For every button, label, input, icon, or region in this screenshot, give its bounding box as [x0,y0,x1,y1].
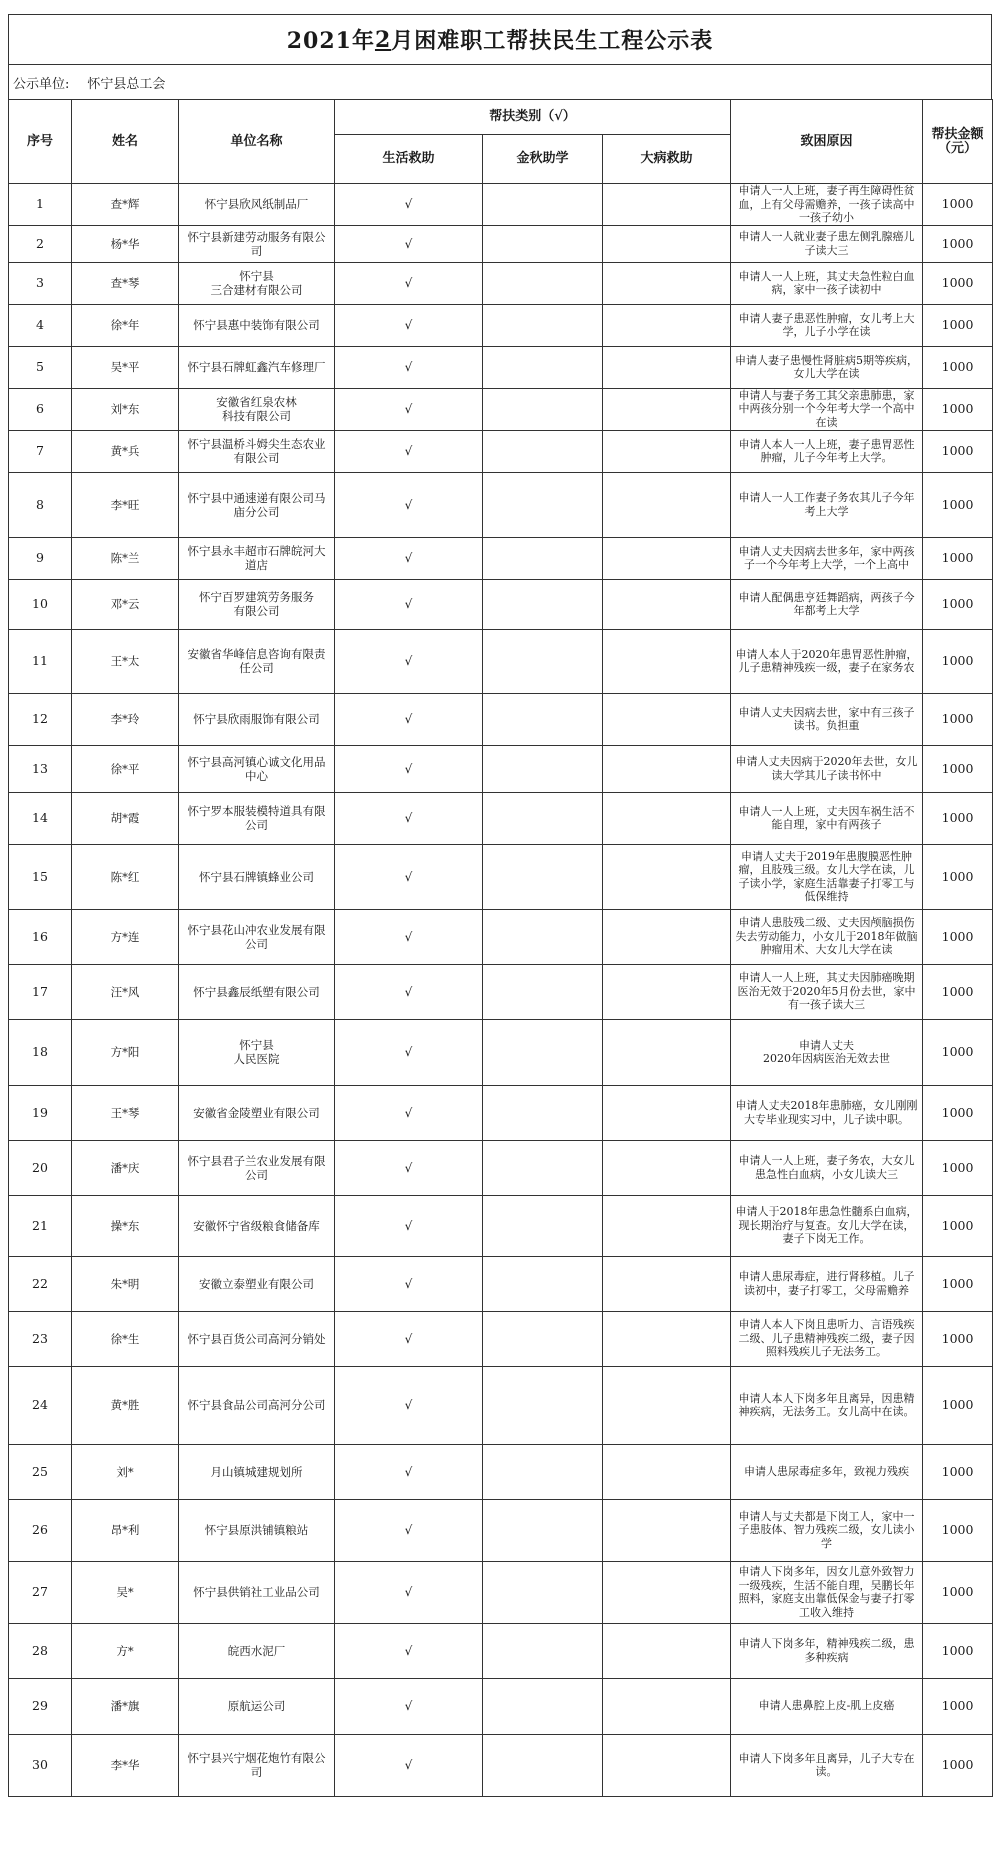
table-row [9,472,993,537]
cell-life: √ [335,304,483,346]
cell-amount: 1000 [923,693,993,745]
cell-ill [603,1734,731,1796]
cell-edu [483,579,603,629]
cell-reason: 申请人一人上班，妻子再生障碍性贫血，上有父母需赡养，一孩子读高中一孩子幼小 [731,184,923,226]
cell-reason: 申请人下岗多年，精神残疾二级，患多种疾病 [731,1623,923,1678]
cell-no: 26 [9,1499,72,1561]
cell-name: 李*华 [72,1734,179,1796]
table-row [9,1019,993,1085]
cell-edu [483,1311,603,1366]
cell-edu [483,304,603,346]
cell-name: 陈*兰 [72,537,179,579]
cell-reason: 申请人配偶患亨廷舞蹈病，两孩子今年都考上大学 [731,579,923,629]
cell-ill [603,1085,731,1140]
cell-no: 6 [9,388,72,430]
cell-reason: 申请人一人就业妻子患左侧乳腺癌儿子读大三 [731,225,923,262]
cell-ill [603,225,731,262]
cell-org: 安徽省华峰信息咨询有限责任公司 [179,629,335,693]
title-month: 2 [374,26,392,53]
cell-life: √ [335,346,483,388]
table-row [9,537,993,579]
cell-org: 怀宁县新建劳动服务有限公司 [179,225,335,262]
cell-ill [603,1623,731,1678]
table-row [9,579,993,629]
cell-no: 10 [9,579,72,629]
cell-reason: 申请人于2018年患急性髓系白血病，现长期治疗与复查。女儿大学在读，妻子下岗无工作。 [731,1195,923,1256]
cell-ill [603,1256,731,1311]
cell-ill [603,1366,731,1444]
cell-name: 查*辉 [72,184,179,226]
cell-ill [603,1195,731,1256]
table-row [9,745,993,792]
cell-reason: 申请人丈夫因病于2020年去世，女儿读大学其儿子读书怀中 [731,745,923,792]
cell-ill [603,1678,731,1734]
cell-reason: 申请人一人上班，其丈夫因肺癌晚期医治无效于2020年5月份去世，家中有一孩子读大三 [731,964,923,1019]
cell-amount: 1000 [923,1311,993,1366]
cell-no: 19 [9,1085,72,1140]
table-row [9,1623,993,1678]
cell-amount: 1000 [923,346,993,388]
cell-reason: 申请人本人下岗多年且离异，因患精神疾病，无法务工。女儿高中在读。 [731,1366,923,1444]
table-row [9,792,993,844]
cell-edu [483,225,603,262]
cell-org: 怀宁县永丰超市石牌皖河大道店 [179,537,335,579]
cell-name: 操*东 [72,1195,179,1256]
cell-reason: 申请人下岗多年，因女儿意外致智力一级残疾，生活不能自理，吴鹏长年照料，家庭支出靠低保金与妻子打零工收入维持 [731,1561,923,1623]
cell-reason: 申请人与丈夫都是下岗工人，家中一子患肢体、智力残疾二级，女儿读小学 [731,1499,923,1561]
cell-no: 23 [9,1311,72,1366]
cell-amount: 1000 [923,1623,993,1678]
cell-name: 潘*庆 [72,1140,179,1195]
cell-ill [603,1311,731,1366]
cell-ill [603,1499,731,1561]
cell-amount: 1000 [923,1678,993,1734]
cell-ill [603,1019,731,1085]
table-row [9,1734,993,1796]
cell-ill [603,537,731,579]
cell-edu [483,1734,603,1796]
cell-no: 3 [9,262,72,304]
cell-ill [603,184,731,226]
cell-life: √ [335,1256,483,1311]
cell-org: 安徽怀宁省级粮食储备库 [179,1195,335,1256]
table-row [9,346,993,388]
assistance-table [8,99,993,1797]
table-row [9,430,993,472]
cell-reason: 申请人丈夫2018年患肺癌，女儿刚刚大专毕业现实习中，儿子读中职。 [731,1085,923,1140]
cell-amount: 1000 [923,1734,993,1796]
cell-edu [483,472,603,537]
cell-org: 怀宁县花山冲农业发展有限公司 [179,909,335,964]
cell-name: 刘*东 [72,388,179,430]
cell-amount: 1000 [923,964,993,1019]
cell-name: 杨*华 [72,225,179,262]
cell-amount: 1000 [923,844,993,909]
cell-edu [483,1499,603,1561]
cell-org: 怀宁县欣风纸制品厂 [179,184,335,226]
cell-life: √ [335,262,483,304]
cell-life: √ [335,225,483,262]
cell-amount: 1000 [923,388,993,430]
cell-edu [483,1561,603,1623]
cell-name: 黄*兵 [72,430,179,472]
cell-name: 方* [72,1623,179,1678]
cell-name: 方*阳 [72,1019,179,1085]
table-row [9,225,993,262]
cell-no: 24 [9,1366,72,1444]
header-reason: 致困原因 [731,100,923,184]
cell-name: 邓*云 [72,579,179,629]
cell-ill [603,304,731,346]
cell-reason: 申请人丈夫因病去世多年，家中两孩子一个今年考上大学，一个上高中 [731,537,923,579]
cell-edu [483,964,603,1019]
table-row [9,388,993,430]
header-life: 生活救助 [335,135,483,184]
cell-edu [483,1444,603,1499]
cell-life: √ [335,472,483,537]
cell-amount: 1000 [923,262,993,304]
cell-amount: 1000 [923,184,993,226]
cell-no: 12 [9,693,72,745]
cell-edu [483,1678,603,1734]
cell-life: √ [335,184,483,226]
header-category: 帮扶类别（√） [335,100,731,135]
cell-amount: 1000 [923,225,993,262]
cell-life: √ [335,1140,483,1195]
cell-no: 27 [9,1561,72,1623]
cell-amount: 1000 [923,579,993,629]
table-row [9,304,993,346]
cell-org: 安徽省金陵塑业有限公司 [179,1085,335,1140]
cell-no: 13 [9,745,72,792]
cell-life: √ [335,745,483,792]
table-row [9,1561,993,1623]
cell-edu [483,1366,603,1444]
cell-ill [603,430,731,472]
cell-life: √ [335,1734,483,1796]
table-row [9,1256,993,1311]
cell-life: √ [335,964,483,1019]
cell-amount: 1000 [923,629,993,693]
cell-no: 2 [9,225,72,262]
cell-ill [603,792,731,844]
cell-edu [483,693,603,745]
cell-edu [483,1195,603,1256]
cell-amount: 1000 [923,537,993,579]
cell-no: 20 [9,1140,72,1195]
cell-name: 徐*年 [72,304,179,346]
cell-ill [603,346,731,388]
cell-life: √ [335,1499,483,1561]
table-body [9,184,993,1797]
cell-edu [483,430,603,472]
cell-reason: 申请人一人上班，丈夫因车祸生活不能自理，家中有两孩子 [731,792,923,844]
table-row [9,1444,993,1499]
cell-ill [603,844,731,909]
cell-life: √ [335,1311,483,1366]
table-row [9,1366,993,1444]
table-row [9,184,993,226]
cell-edu [483,844,603,909]
cell-name: 胡*霞 [72,792,179,844]
cell-amount: 1000 [923,472,993,537]
title-text: 月困难职工帮扶民生工程公示表 [391,28,714,54]
cell-no: 22 [9,1256,72,1311]
cell-reason: 申请人丈夫 2020年因病医治无效去世 [731,1019,923,1085]
cell-no: 5 [9,346,72,388]
cell-ill [603,472,731,537]
cell-org: 怀宁百罗建筑劳务服务 有限公司 [179,579,335,629]
cell-org: 怀宁县石牌镇蜂业公司 [179,844,335,909]
header-name: 姓名 [72,100,179,184]
cell-name: 李*旺 [72,472,179,537]
cell-no: 1 [9,184,72,226]
cell-name: 李*玲 [72,693,179,745]
cell-life: √ [335,1678,483,1734]
cell-name: 陈*红 [72,844,179,909]
table-row [9,693,993,745]
cell-ill [603,1140,731,1195]
cell-amount: 1000 [923,1256,993,1311]
cell-edu [483,1085,603,1140]
cell-org: 怀宁县石牌虹鑫汽车修理厂 [179,346,335,388]
header-amount: 帮扶金额（元） [923,100,993,184]
cell-edu [483,388,603,430]
cell-edu [483,629,603,693]
cell-name: 昂*利 [72,1499,179,1561]
cell-life: √ [335,1444,483,1499]
table-row [9,1140,993,1195]
cell-amount: 1000 [923,1140,993,1195]
cell-life: √ [335,1195,483,1256]
table-row [9,262,993,304]
cell-life: √ [335,1366,483,1444]
cell-edu [483,909,603,964]
cell-edu [483,792,603,844]
cell-amount: 1000 [923,1195,993,1256]
table-row [9,1499,993,1561]
cell-ill [603,909,731,964]
cell-life: √ [335,537,483,579]
cell-life: √ [335,629,483,693]
cell-no: 9 [9,537,72,579]
cell-no: 11 [9,629,72,693]
header-org: 单位名称 [179,100,335,184]
cell-life: √ [335,1019,483,1085]
cell-reason: 申请人患肢残二级、丈夫因颅脑损伤失去劳动能力，小女儿于2018年做脑肿瘤用术、大女儿大学在读 [731,909,923,964]
cell-amount: 1000 [923,1366,993,1444]
cell-org: 安徽立泰塑业有限公司 [179,1256,335,1311]
cell-name: 吴*平 [72,346,179,388]
cell-org: 原航运公司 [179,1678,335,1734]
table-row [9,1678,993,1734]
cell-ill [603,629,731,693]
cell-edu [483,537,603,579]
cell-edu [483,1256,603,1311]
cell-amount: 1000 [923,1444,993,1499]
cell-reason: 申请人下岗多年且离异，儿子大专在读。 [731,1734,923,1796]
cell-reason: 申请人妻子患恶性肿瘤，女儿考上大学，儿子小学在读 [731,304,923,346]
header-edu: 金秋助学 [483,135,603,184]
cell-amount: 1000 [923,1499,993,1561]
cell-org: 怀宁县 三合建材有限公司 [179,262,335,304]
cell-org: 怀宁县中通速递有限公司马庙分公司 [179,472,335,537]
cell-org: 怀宁县君子兰农业发展有限公司 [179,1140,335,1195]
publishing-unit-row [8,64,992,100]
cell-no: 30 [9,1734,72,1796]
cell-amount: 1000 [923,304,993,346]
cell-amount: 1000 [923,792,993,844]
header-no: 序号 [9,100,72,184]
unit-name: 怀宁县总工会 [87,76,166,92]
cell-reason: 申请人一人上班，妻子务农，大女儿患急性白血病，小女儿读大三 [731,1140,923,1195]
cell-reason: 申请人一人上班，其丈夫急性粒白血病，家中一孩子读初中 [731,262,923,304]
cell-ill [603,388,731,430]
cell-amount: 1000 [923,1019,993,1085]
cell-edu [483,346,603,388]
cell-life: √ [335,1085,483,1140]
cell-name: 吴* [72,1561,179,1623]
cell-org: 怀宁县兴宁烟花炮竹有限公司 [179,1734,335,1796]
cell-org: 怀宁县高河镇心诚文化用品中心 [179,745,335,792]
cell-org: 怀宁县 人民医院 [179,1019,335,1085]
cell-name: 刘* [72,1444,179,1499]
cell-reason: 申请人与妻子务工其父亲患肺患，家中两孩分别一个今年考大学一个高中在读 [731,388,923,430]
cell-org: 怀宁县食品公司高河分公司 [179,1366,335,1444]
cell-ill [603,1561,731,1623]
cell-reason: 申请人患鼻腔上皮-肌上皮癌 [731,1678,923,1734]
title-year: 2021年 [286,28,375,54]
table-row [9,844,993,909]
cell-name: 查*琴 [72,262,179,304]
cell-ill [603,262,731,304]
cell-name: 方*连 [72,909,179,964]
cell-org: 月山镇城建规划所 [179,1444,335,1499]
cell-org: 怀宁县原洪铺镇粮站 [179,1499,335,1561]
cell-amount: 1000 [923,1085,993,1140]
cell-reason: 申请人本人一人上班，妻子患胃恶性肿瘤，儿子今年考上大学。 [731,430,923,472]
cell-name: 朱*明 [72,1256,179,1311]
cell-org: 怀宁县欣雨服饰有限公司 [179,693,335,745]
cell-amount: 1000 [923,909,993,964]
cell-no: 8 [9,472,72,537]
cell-no: 14 [9,792,72,844]
cell-edu [483,262,603,304]
cell-ill [603,693,731,745]
cell-name: 王*太 [72,629,179,693]
cell-edu [483,1019,603,1085]
header-ill: 大病救助 [603,135,731,184]
cell-no: 28 [9,1623,72,1678]
table-row [9,1195,993,1256]
cell-edu [483,184,603,226]
cell-no: 25 [9,1444,72,1499]
cell-org: 怀宁县温桥斗姆尖生态农业有限公司 [179,430,335,472]
cell-no: 7 [9,430,72,472]
cell-life: √ [335,693,483,745]
page-title [8,14,992,64]
table-row [9,629,993,693]
cell-no: 15 [9,844,72,909]
cell-no: 29 [9,1678,72,1734]
table-row [9,964,993,1019]
cell-name: 徐*平 [72,745,179,792]
cell-reason: 申请人本人于2020年患胃恶性肿瘤，儿子患精神残疾一级，妻子在家务农 [731,629,923,693]
cell-reason: 申请人本人下岗且患听力、言语残疾二级、儿子患精神残疾二级，妻子因照料残疾儿子无法务工。 [731,1311,923,1366]
cell-life: √ [335,909,483,964]
cell-edu [483,1623,603,1678]
cell-no: 21 [9,1195,72,1256]
cell-reason: 申请人丈夫于2019年患腹膜恶性肿瘤，且肢残三级。女儿大学在读，儿子读小学，家庭生活靠妻子打零工与低保维持 [731,844,923,909]
cell-reason: 申请人丈夫因病去世，家中有三孩子读书。负担重 [731,693,923,745]
cell-ill [603,745,731,792]
cell-life: √ [335,1561,483,1623]
table-row [9,1085,993,1140]
cell-org: 怀宁县鑫辰纸塑有限公司 [179,964,335,1019]
cell-name: 王*琴 [72,1085,179,1140]
cell-amount: 1000 [923,1561,993,1623]
cell-reason: 申请人患尿毒症，进行肾移植。儿子读初中，妻子打零工，父母需赡养 [731,1256,923,1311]
cell-no: 4 [9,304,72,346]
cell-name: 汪*风 [72,964,179,1019]
table-row [9,909,993,964]
cell-life: √ [335,388,483,430]
cell-reason: 申请人妻子患慢性肾脏病5期等疾病，女儿大学在读 [731,346,923,388]
cell-name: 徐*生 [72,1311,179,1366]
cell-life: √ [335,430,483,472]
cell-life: √ [335,579,483,629]
cell-amount: 1000 [923,745,993,792]
cell-edu [483,1140,603,1195]
cell-reason: 申请人患尿毒症多年，致视力残疾 [731,1444,923,1499]
cell-no: 18 [9,1019,72,1085]
cell-life: √ [335,844,483,909]
cell-reason: 申请人一人工作妻子务农其儿子今年考上大学 [731,472,923,537]
cell-name: 黄*胜 [72,1366,179,1444]
cell-ill [603,579,731,629]
cell-life: √ [335,792,483,844]
cell-ill [603,964,731,1019]
cell-amount: 1000 [923,430,993,472]
cell-ill [603,1444,731,1499]
cell-org: 皖西水泥厂 [179,1623,335,1678]
cell-org: 怀宁罗本服装模特道具有限公司 [179,792,335,844]
cell-org: 安徽省红泉农林 科技有限公司 [179,388,335,430]
cell-no: 16 [9,909,72,964]
cell-org: 怀宁县供销社工业品公司 [179,1561,335,1623]
cell-life: √ [335,1623,483,1678]
cell-org: 怀宁县惠中装饰有限公司 [179,304,335,346]
cell-no: 17 [9,964,72,1019]
table-row [9,1311,993,1366]
cell-edu [483,745,603,792]
cell-name: 潘*旗 [72,1678,179,1734]
cell-org: 怀宁县百货公司高河分销处 [179,1311,335,1366]
unit-label: 公示单位: [13,76,70,92]
